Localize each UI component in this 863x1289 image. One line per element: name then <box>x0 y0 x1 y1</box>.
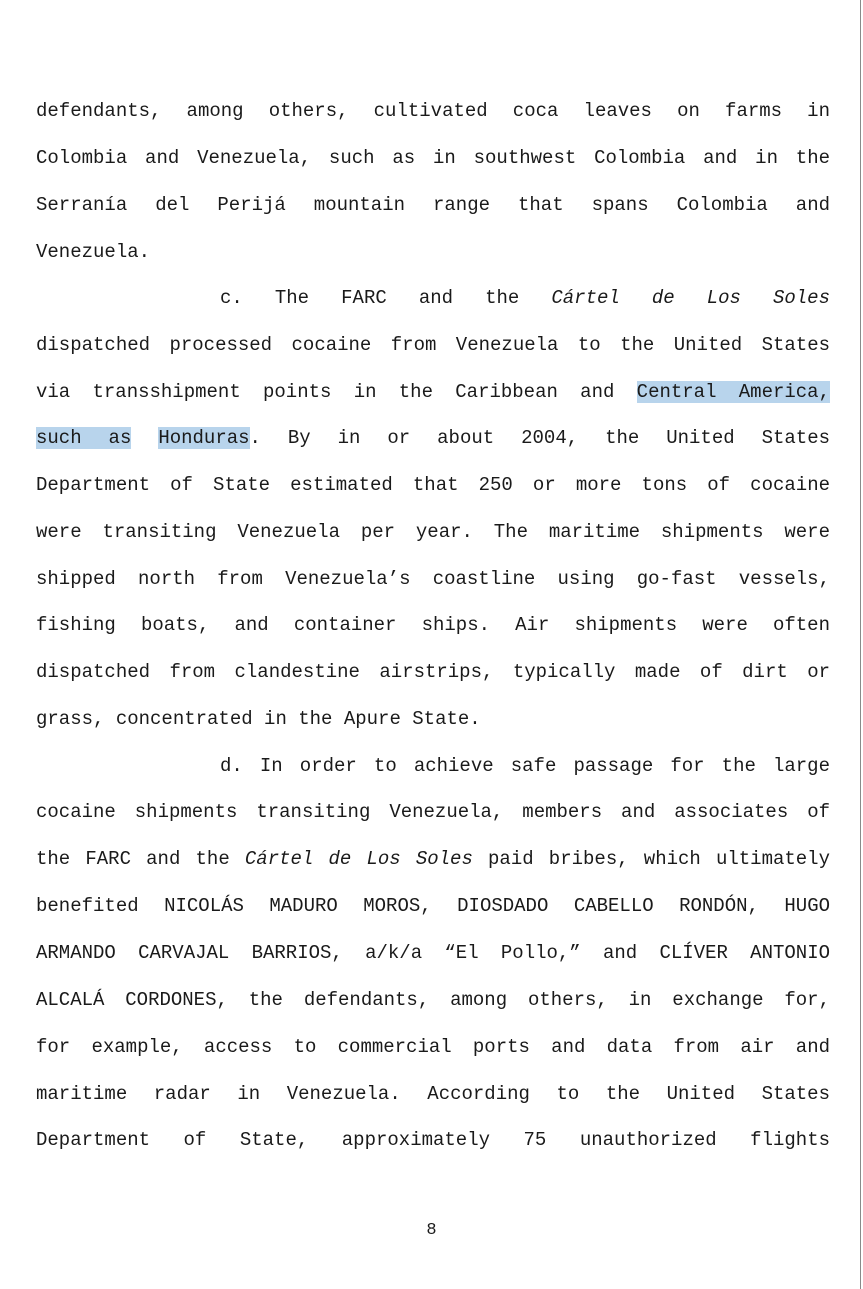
paragraph-c-first-line: c. The FARC and the Cártel de Los Soles <box>220 287 830 309</box>
text-line: Serranía del Perijá mountain range that spans Colombia and <box>36 194 830 216</box>
text-line: dispatched processed cocaine from Venezuela to the United States <box>36 334 830 356</box>
highlighted-text: Honduras <box>158 427 250 449</box>
italic-cartel-name: Cártel de Los Soles <box>551 287 830 309</box>
text-line: fishing boats, and container ships. Air shipments were often <box>36 614 830 636</box>
text-line: via transshipment points in the Caribbean and Central America, <box>36 381 830 403</box>
text-line: defendants, among others, cultivated coca leaves on farms in <box>36 100 830 122</box>
page-edge-divider <box>860 0 861 1289</box>
text-line: Department of State, approximately 75 unauthorized flights <box>36 1129 830 1151</box>
highlighted-text: such as <box>36 427 132 449</box>
text-line: such as Honduras. By in or about 2004, the United States <box>36 427 830 449</box>
text-line: grass, concentrated in the Apure State. <box>36 708 481 730</box>
text-line: Venezuela. <box>36 241 151 263</box>
paragraph-d-first-line: d. In order to achieve safe passage for the large <box>220 755 830 777</box>
text-line: were transiting Venezuela per year. The maritime shipments were <box>36 521 830 543</box>
text-line: shipped north from Venezuela’s coastline using go-fast vessels, <box>36 568 830 590</box>
text-line: ALCALÁ CORDONES, the defendants, among others, in exchange for, <box>36 989 830 1011</box>
text-line: maritime radar in Venezuela. According to the United States <box>36 1083 830 1105</box>
text-line: dispatched from clandestine airstrips, typically made of dirt or <box>36 661 830 683</box>
highlighted-text: Central America, <box>636 381 830 403</box>
page-number: 8 <box>426 1221 437 1240</box>
text-line: benefited NICOLÁS MADURO MOROS, DIOSDADO CABELLO RONDÓN, HUGO <box>36 895 830 917</box>
text-line: the FARC and the Cártel de Los Soles paid bribes, which ultimately <box>36 848 830 870</box>
text-line: ARMANDO CARVAJAL BARRIOS, a/k/a “El Pollo,” and CLÍVER ANTONIO <box>36 942 830 964</box>
text-line: cocaine shipments transiting Venezuela, members and associates of <box>36 801 830 823</box>
text-line: Colombia and Venezuela, such as in southwest Colombia and in the <box>36 147 830 169</box>
italic-cartel-name: Cártel de Los Soles <box>244 848 473 870</box>
text-line: Department of State estimated that 250 or more tons of cocaine <box>36 474 830 496</box>
text-line: for example, access to commercial ports and data from air and <box>36 1036 830 1058</box>
